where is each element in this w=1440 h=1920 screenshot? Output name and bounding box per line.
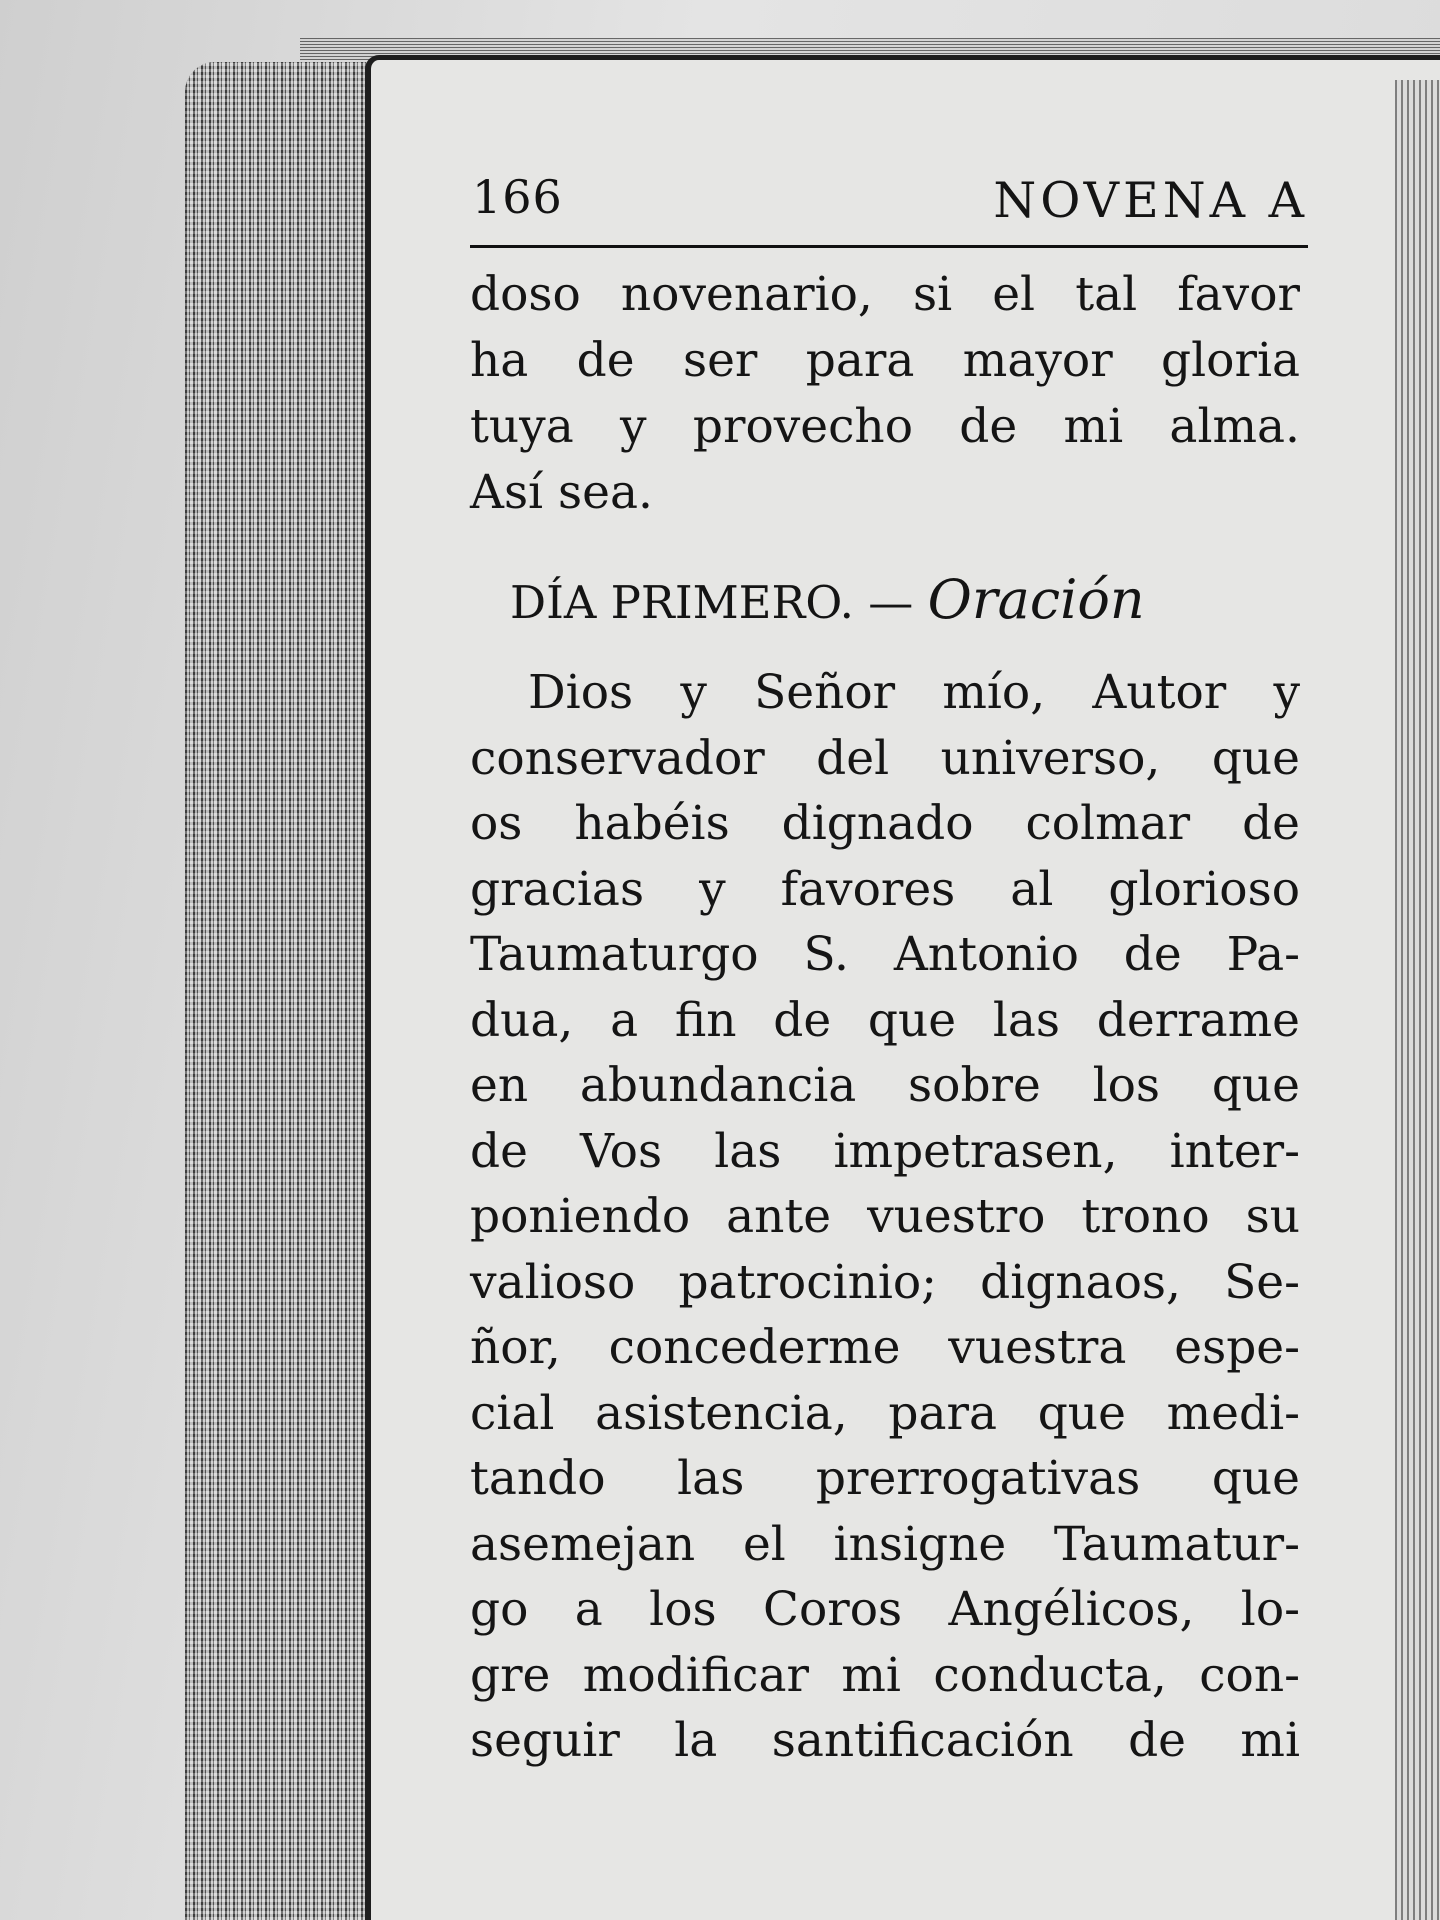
text-line: en abundancia sobre los que [470,1058,1300,1113]
text-line: cial asistencia, para que medi- [470,1385,1300,1441]
text-line: conservador del universo, que [470,730,1300,786]
text-line: gracias y favores al glorioso [470,861,1300,917]
page-number: 166 [472,170,563,224]
text-line: go a los Coros Angélicos, lo- [470,1582,1300,1637]
text-line: ha de ser para mayor gloria [470,333,1300,388]
running-head: NOVENA A [993,172,1308,229]
paragraph-continued [470,262,1300,526]
text-line: seguir la santificación de mi [470,1713,1300,1768]
section-heading-italic: Oración [927,568,1145,631]
book-page-edges-shade [185,62,385,1920]
text-line: de Vos las impetrasen, inter- [470,1123,1300,1179]
book-right-edge [1395,80,1440,1920]
section-heading-main: DÍA PRIMERO. — [510,576,914,629]
page-header [470,160,1308,248]
text-line: Taumaturgo S. Antonio de Pa- [470,927,1300,982]
text-line: Así sea. [470,465,653,520]
text-line: gre modificar mi conducta, con- [470,1647,1300,1703]
section-heading [510,568,1270,631]
text-line: asemejan el insigne Taumatur- [470,1516,1300,1572]
text-line: doso novenario, si el tal favor [470,267,1300,322]
text-line: tuya y provecho de mi alma. [470,399,1300,454]
text-line: dua, a fin de que las derrame [470,992,1300,1048]
text-line: os habéis dignado colmar de [470,796,1300,851]
prayer-paragraph [470,660,1300,1774]
text-line: poniendo ante vuestro trono su [470,1189,1300,1244]
text-line: valioso patrocinio; dignaos, Se- [470,1254,1300,1310]
text-line: tando las prerrogativas que [470,1451,1300,1506]
text-line: ñor, concederme vuestra espe- [470,1320,1300,1375]
text-line: Dios y Señor mío, Autor y [528,665,1300,720]
